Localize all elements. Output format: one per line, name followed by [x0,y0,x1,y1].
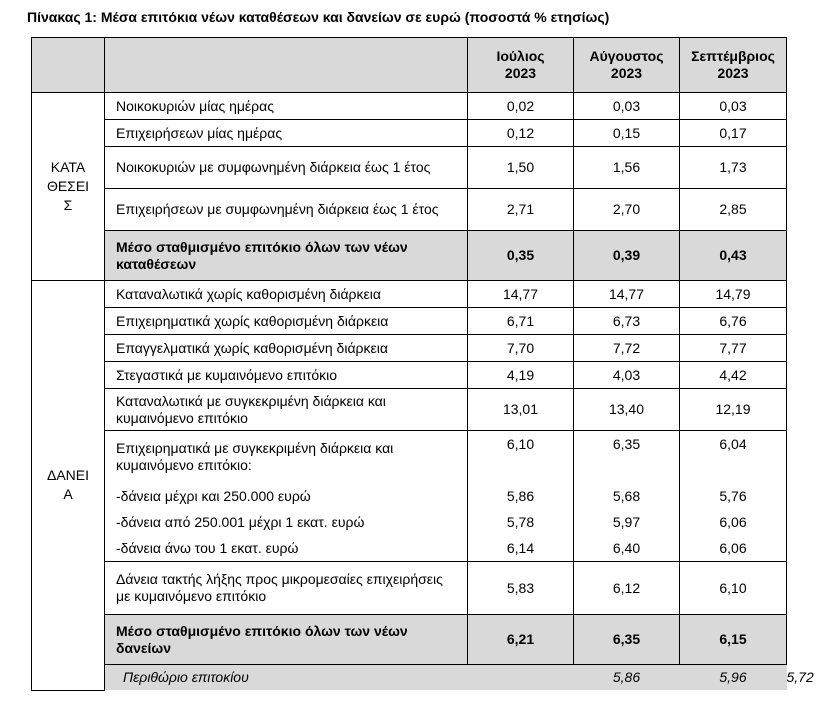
row-label: -δάνεια άνω του 1 εκατ. ευρώ [105,535,468,562]
value-cell: 6,06 [680,509,787,535]
value-cell: 5,68 [574,483,680,509]
column-year: 2023 [717,65,749,81]
value-cell: 6,40 [574,535,680,562]
row-label: Επιχειρηματικά με συγκεκριμένη διάρκεια και κυμαινόμενο επιτόκιο: [105,431,468,484]
section-label-loans [32,281,105,691]
row-label: Νοικοκυριών μίας ημέρας [105,93,468,120]
header-empty-section [32,38,105,93]
value-cell: 6,73 [574,308,680,335]
value-cell: 0,02 [468,93,574,120]
table-row [32,535,787,562]
row-label: Καταναλωτικά χωρίς καθορισμένη διάρκεια [105,281,468,308]
value-cell: 14,79 [680,281,787,308]
value-cell: 4,19 [468,362,574,389]
value-cell: 6,10 [680,562,787,615]
value-cell: 5,78 [468,509,574,535]
column-year: 2023 [504,65,537,81]
value-cell: 6,35 [574,431,680,484]
value-cell: 5,76 [680,483,787,509]
column-header [468,38,574,93]
row-label: Στεγαστικά με κυμαινόμενο επιτόκιο [105,362,468,389]
table-row [32,93,787,120]
row-label: Μέσο σταθμισμένο επιτόκιο όλων των νέων δανείων [105,615,468,665]
value-cell: 6,21 [468,615,574,665]
section-label-line: Σ [63,197,73,213]
section-label-line: Α [63,486,73,503]
column-month: Σεπτέμβριος [691,48,775,64]
value-cell: 6,04 [680,431,787,484]
value-cell: 14,77 [468,281,574,308]
value-cell: 2,70 [574,189,680,231]
value-cell: 1,56 [574,147,680,189]
deposits-average-row [32,231,787,281]
section-label-line: ΔΑΝΕΙ [46,467,90,484]
value-cell: 6,10 [468,431,574,484]
header-empty-label [105,38,468,93]
interest-margin-row: Περιθώριο επιτοκίου 5,86 5,96 5,72 [32,665,787,691]
value-cell: 0,43 [680,231,787,281]
row-label: Επιχειρήσεων με συμφωνημένη διάρκεια έως 1 έτος [105,189,468,231]
value-cell: 6,15 [680,615,787,665]
row-label: Επιχειρήσεων μίας ημέρας [105,120,468,147]
value-cell: 6,35 [574,615,680,665]
value-cell: 2,85 [680,189,787,231]
value-cell: 5,83 [468,562,574,615]
value-cell: 0,35 [468,231,574,281]
value-cell: 13,01 [468,389,574,431]
value-cell: 7,70 [468,335,574,362]
table-row [32,120,787,147]
column-month: Αύγουστος [589,48,664,64]
column-header [574,38,680,93]
table-row [32,147,787,189]
value-cell: 7,72 [574,335,680,362]
value-cell: 0,12 [468,120,574,147]
value-cell: 0,39 [574,231,680,281]
row-label: Επιχειρηματικά χωρίς καθορισμένη διάρκεια [105,308,468,335]
table-row [32,389,787,431]
value-cell: 14,77 [574,281,680,308]
section-label-deposits [32,93,105,281]
value-cell: 4,03 [574,362,680,389]
value-cell: 7,77 [680,335,787,362]
section-label-line: ΘΕΣΕΙ [46,178,90,194]
value-cell: 2,71 [468,189,574,231]
row-label: Νοικοκυριών με συμφωνημένη διάρκεια έως 1 έτος [105,147,468,189]
value-cell: 13,40 [574,389,680,431]
value-cell: 0,03 [574,93,680,120]
value-cell: 5,96 [680,665,787,691]
row-label: Καταναλωτικά με συγκεκριμένη διάρκεια και κυμαινόμενο επιτόκιο [105,389,468,431]
table-row [32,431,787,484]
value-cell: 5,86 [468,483,574,509]
value-cell: 12,19 [680,389,787,431]
row-label: Μέσο σταθμισμένο επιτόκιο όλων των νέων καταθέσεων [105,231,468,281]
value-cell: 6,14 [468,535,574,562]
interest-rates-table [31,37,814,691]
value-cell: 0,15 [574,120,680,147]
row-label: Περιθώριο επιτοκίου [105,665,574,691]
value-cell: 6,12 [574,562,680,615]
value-cell: 0,03 [680,93,787,120]
row-label: -δάνεια από 250.001 μέχρι 1 εκατ. ευρώ [105,509,468,535]
value-cell: 0,17 [680,120,787,147]
value-cell: 6,76 [680,308,787,335]
table-row [32,308,787,335]
column-month: Ιούλιος [496,48,545,64]
header-row [32,38,787,93]
column-year: 2023 [610,65,643,81]
table-row [32,562,787,615]
value-cell: 6,71 [468,308,574,335]
table-row [32,281,787,308]
table-row [32,335,787,362]
table-title: Πίνακας 1: Μέσα επιτόκια νέων καταθέσεων και δανείων σε ευρώ (ποσοστά % ετησίως) [27,9,610,25]
value-cell: 4,42 [680,362,787,389]
value-cell: 5,86 [574,665,680,691]
value-cell: 1,50 [468,147,574,189]
row-label: Δάνεια τακτής λήξης προς μικρομεσαίες επιχειρήσεις με κυμαινόμενο επιτόκιο [105,562,468,615]
row-label: -δάνεια μέχρι και 250.000 ευρώ [105,483,468,509]
table-row [32,483,787,509]
row-label: Επαγγελματικά χωρίς καθορισμένη διάρκεια [105,335,468,362]
value-cell: 1,73 [680,147,787,189]
table-row [32,509,787,535]
loans-average-row [32,615,787,665]
table-row [32,362,787,389]
table-row [32,189,787,231]
value-cell: 6,06 [680,535,787,562]
column-header [680,38,787,93]
section-label-line: ΚΑΤΑ [50,159,86,175]
value-cell: 5,97 [574,509,680,535]
